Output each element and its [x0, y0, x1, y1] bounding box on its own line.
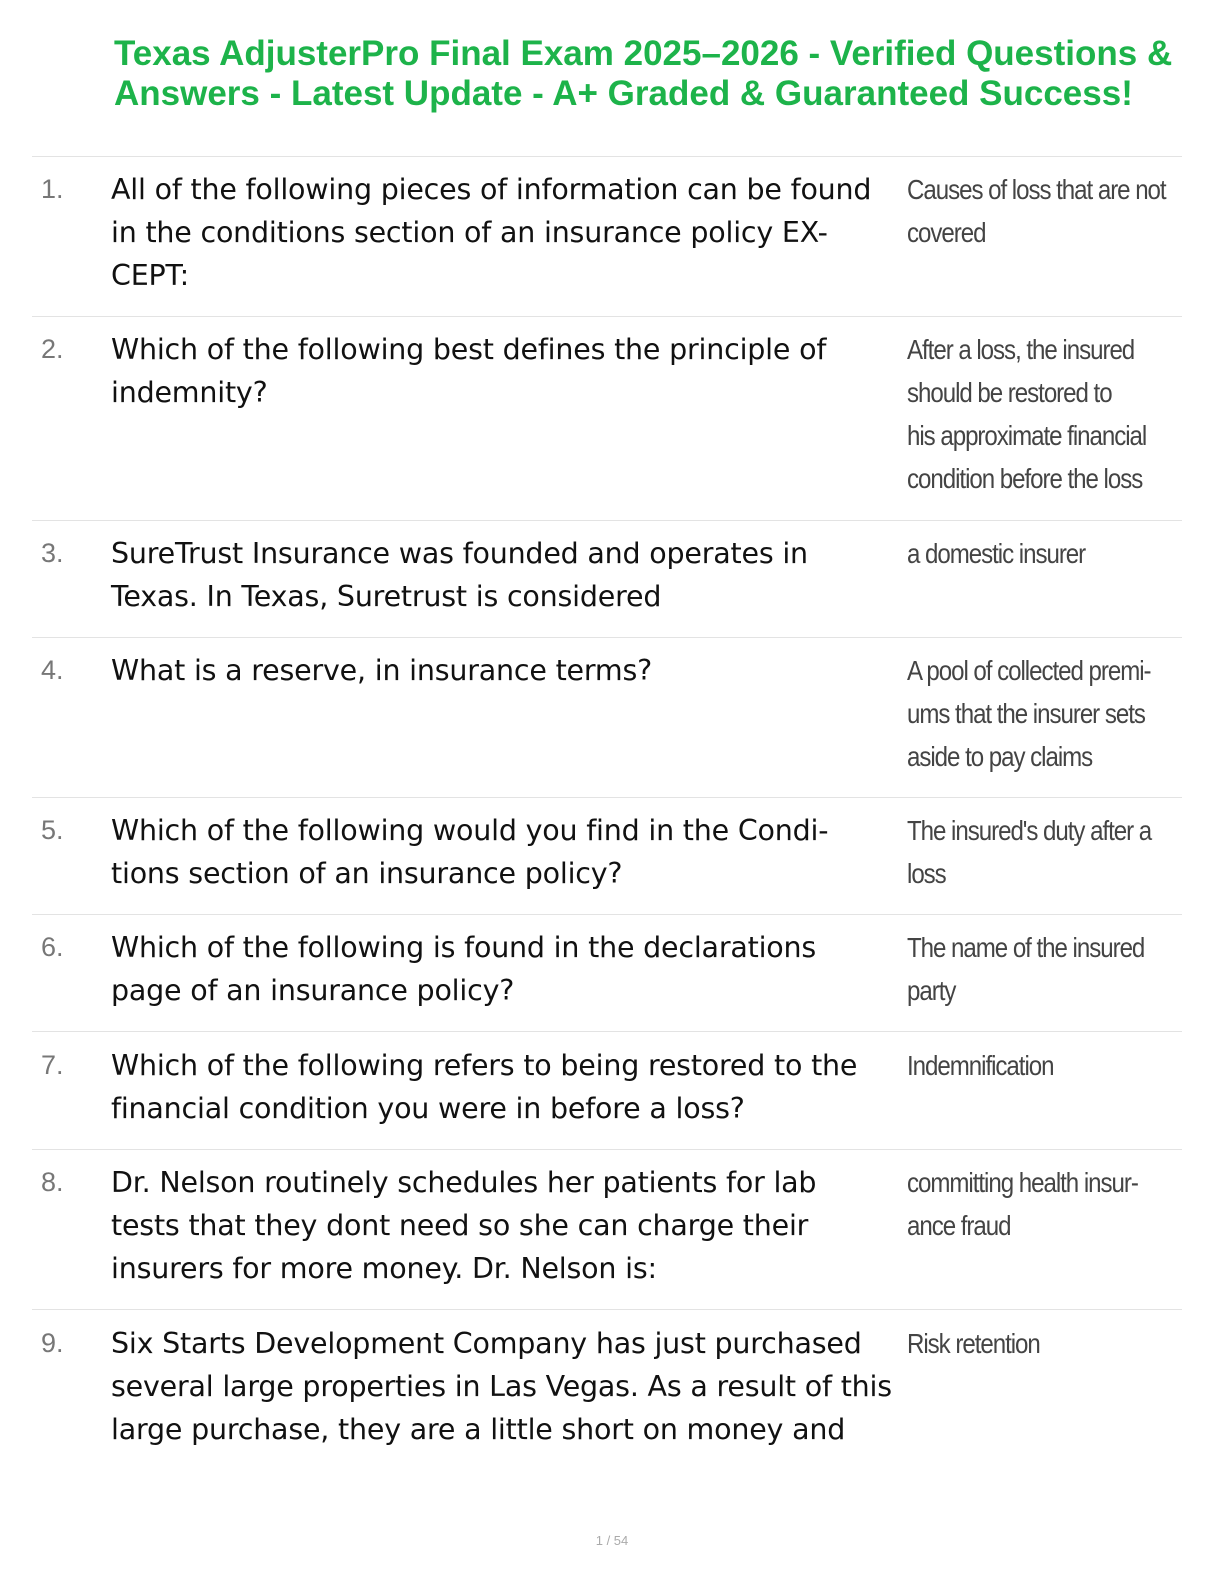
answer-line: A pool of collected premi- — [907, 655, 1151, 686]
answer-line: committing health insur- — [907, 1167, 1138, 1198]
divider — [32, 637, 1182, 638]
answer-line: loss — [907, 858, 946, 889]
item-number: 9. — [41, 1328, 64, 1358]
question-line: Which of the following is found in the declarations — [111, 931, 817, 964]
item-number: 1. — [41, 174, 64, 204]
item-number: 4. — [41, 655, 64, 685]
question-text — [111, 809, 901, 895]
question-line: Dr. Nelson routinely schedules her patients for lab — [111, 1166, 817, 1199]
item-number: 3. — [41, 538, 64, 568]
title-line-2: Answers - Latest Update - A+ Graded & Guaranteed Success! — [114, 74, 1133, 113]
answer-line: aside to pay claims — [907, 741, 1093, 772]
answer-line: condition before the loss — [907, 463, 1143, 494]
question-line: several large properties in Las Vegas. As a result of this — [111, 1370, 892, 1403]
item-number: 5. — [41, 815, 64, 845]
document-title — [114, 34, 1204, 114]
question-text — [111, 926, 901, 1012]
question-line: Which of the following would you find in the Condi- — [111, 814, 829, 847]
answer-line: ums that the insurer sets — [907, 698, 1145, 729]
answer-line: covered — [907, 217, 986, 248]
answer-line: Risk retention — [907, 1328, 1040, 1359]
answer-text — [907, 1322, 1169, 1365]
answer-line: his approximate financial — [907, 420, 1147, 451]
answer-line: The name of the insured — [907, 932, 1145, 963]
item-number: 8. — [41, 1167, 64, 1197]
answer-line: Indemnification — [907, 1050, 1054, 1081]
divider — [32, 914, 1182, 915]
question-line: large purchase, they are a little short on money and — [111, 1413, 846, 1446]
question-line: CEPT: — [111, 259, 189, 292]
answer-text — [907, 168, 1169, 254]
question-line: page of an insurance policy? — [111, 974, 515, 1007]
page-number: 1 / 54 — [595, 1533, 629, 1548]
divider — [32, 1149, 1182, 1150]
question-text — [111, 532, 901, 618]
question-line: insurers for more money. Dr. Nelson is: — [111, 1252, 657, 1285]
divider — [32, 316, 1182, 317]
question-line: Which of the following refers to being restored to the — [111, 1049, 858, 1082]
answer-text — [907, 1044, 1169, 1087]
question-line: Texas. In Texas, Suretrust is considered — [111, 580, 662, 613]
question-line: tions section of an insurance policy? — [111, 857, 623, 890]
answer-line: The insured's duty after a — [907, 815, 1152, 846]
divider — [32, 1309, 1182, 1310]
question-line: financial condition you were in before a loss? — [111, 1092, 745, 1125]
answer-text — [907, 532, 1169, 575]
divider — [32, 797, 1182, 798]
divider — [32, 156, 1182, 157]
item-number: 7. — [41, 1050, 64, 1080]
answer-text — [907, 328, 1169, 500]
item-number: 2. — [41, 334, 64, 364]
question-text — [111, 649, 901, 692]
question-text — [111, 1161, 901, 1290]
question-line: in the conditions section of an insurance policy EX- — [111, 216, 828, 249]
question-text — [111, 1044, 901, 1130]
answer-line: ance fraud — [907, 1210, 1011, 1241]
answer-line: Causes of loss that are not — [907, 174, 1166, 205]
answer-text — [907, 809, 1169, 895]
answer-text — [907, 649, 1169, 778]
question-line: tests that they dont need so she can charge their — [111, 1209, 809, 1242]
answer-text — [907, 1161, 1169, 1247]
item-number: 6. — [41, 932, 64, 962]
question-line: Which of the following best defines the principle of — [111, 333, 827, 366]
question-line: What is a reserve, in insurance terms? — [111, 654, 653, 687]
answer-line: should be restored to — [907, 377, 1112, 408]
question-text — [111, 328, 901, 414]
question-line: All of the following pieces of information can be found — [111, 173, 872, 206]
title-line-1: Texas AdjusterPro Final Exam 2025–2026 - Verified Questions & — [114, 34, 1173, 73]
answer-line: After a loss, the insured — [907, 334, 1135, 365]
divider — [32, 520, 1182, 521]
answer-line: a domestic insurer — [907, 538, 1086, 569]
answer-text — [907, 926, 1169, 1012]
divider — [32, 1031, 1182, 1032]
answer-line: party — [907, 975, 956, 1006]
question-text — [111, 168, 901, 297]
question-text — [111, 1322, 901, 1451]
question-line: indemnity? — [111, 376, 268, 409]
question-line: Six Starts Development Company has just purchased — [111, 1327, 862, 1360]
question-line: SureTrust Insurance was founded and operates in — [111, 537, 808, 570]
